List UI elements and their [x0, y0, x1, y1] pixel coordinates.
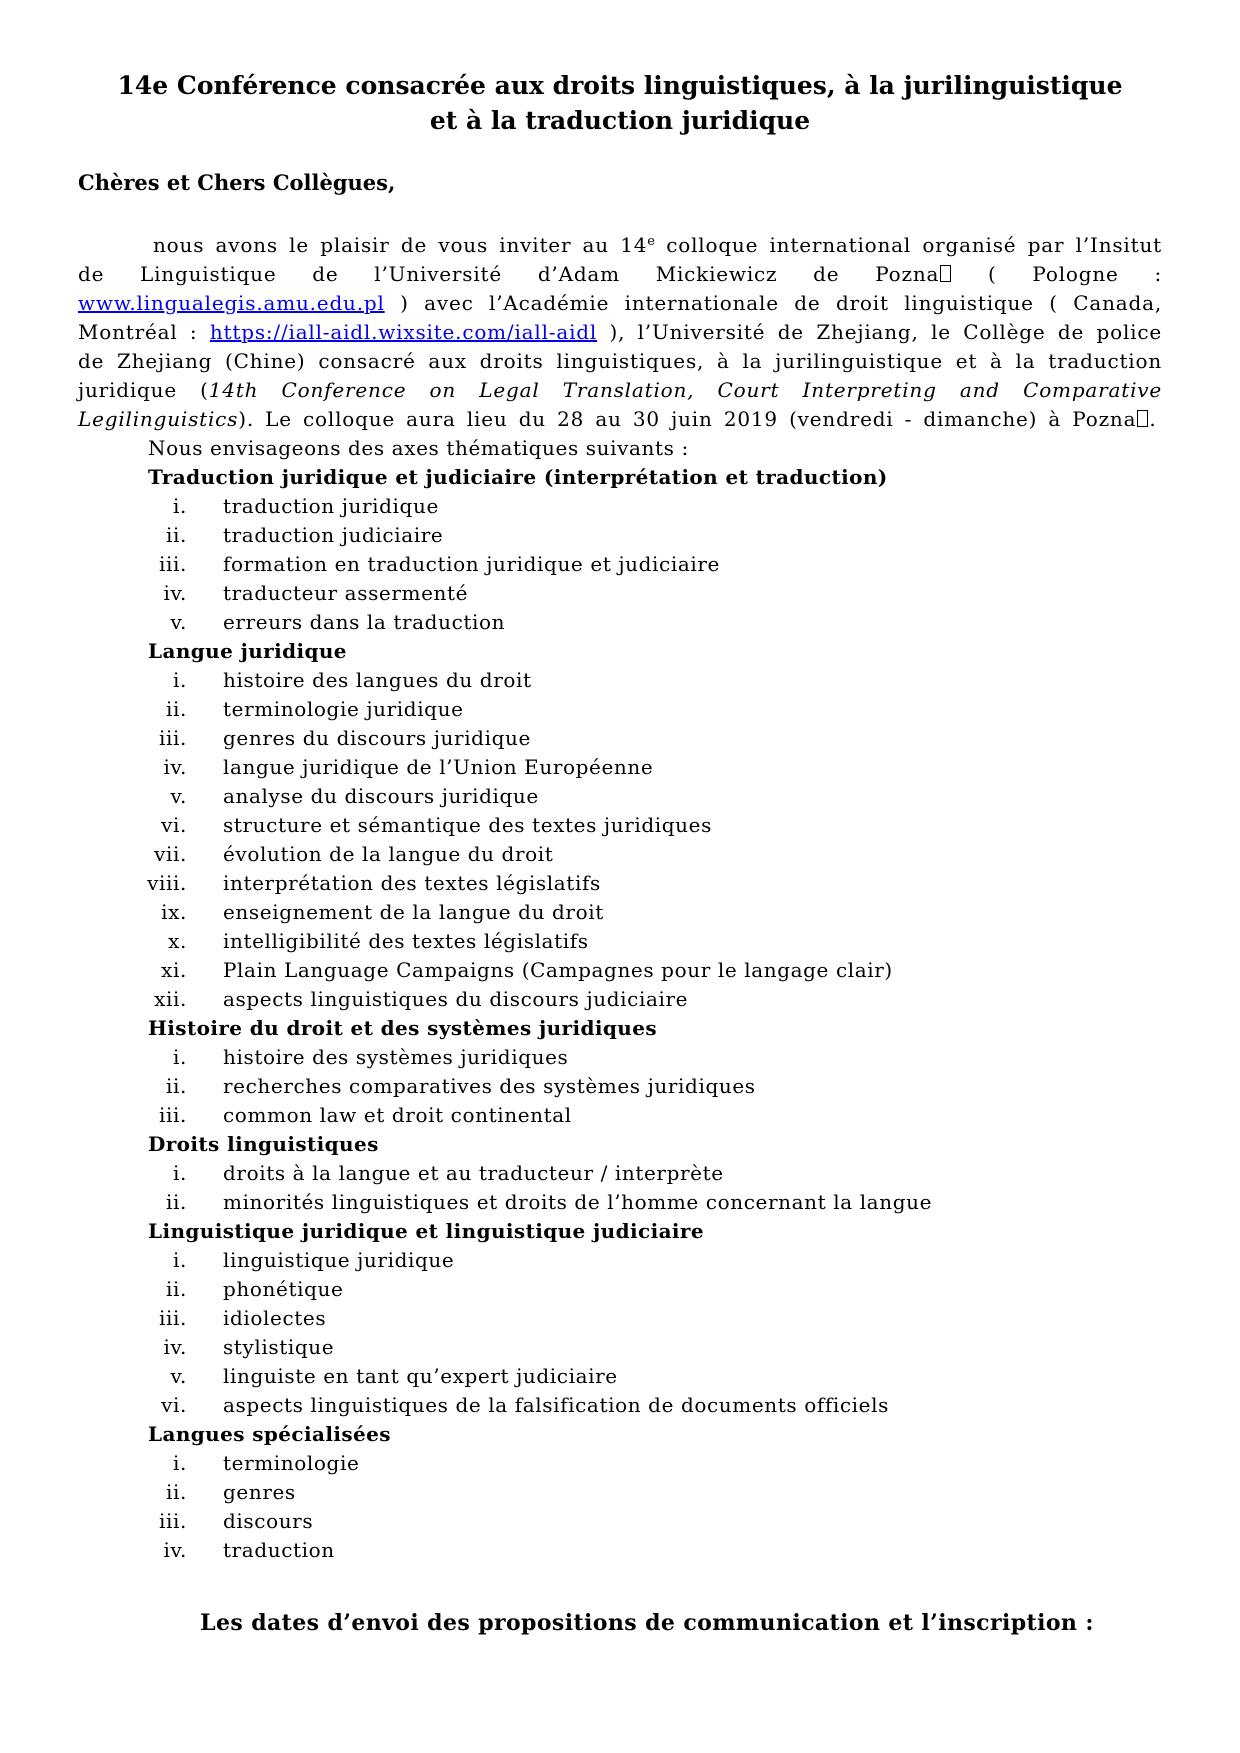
theme-item [78, 1246, 1162, 1275]
theme-item [78, 1536, 1162, 1565]
item-numeral: iii. [159, 1509, 187, 1533]
paragraph-text: ). Le colloque aura lieu du 28 au 30 juin 2019 (vendredi - dimanche) à Pozna [238, 407, 1137, 431]
superscript-text: e [647, 234, 655, 249]
paragraph-text: nous avons le plaisir de vous inviter au 14 [153, 233, 648, 257]
item-numeral: viii. [147, 871, 187, 895]
item-numeral: ii. [166, 1074, 187, 1098]
salutation: Chères et Chers Collègues, [78, 170, 396, 195]
theme-item [78, 927, 1162, 956]
item-numeral: ii. [166, 523, 187, 547]
item-text: traducteur assermenté [223, 581, 469, 605]
item-numeral: v. [170, 1364, 187, 1388]
theme-item [78, 1449, 1162, 1478]
theme-item [78, 1333, 1162, 1362]
item-text: aspects linguistiques du discours judiciaire [223, 987, 689, 1011]
theme-item [78, 492, 1162, 521]
item-text: terminologie [223, 1451, 360, 1475]
theme-item [78, 869, 1162, 898]
italic-text: 14th Conference on Legal Translation, Court Interpreting and Comparative Legilinguistics [78, 378, 1162, 431]
dates-heading: Les dates d’envoi des propositions de communication et l’inscription : [200, 1610, 1094, 1636]
item-text: histoire des systèmes juridiques [223, 1045, 569, 1069]
paragraph-text: ), l’Université de Zhejiang, le Collège de police de Zhejiang (Chine) consacré aux droits linguistiques, à la jurilinguistique et à la traduction juridique ( [78, 320, 1162, 402]
item-numeral: v. [170, 610, 187, 634]
themes-sections [78, 463, 1162, 1565]
item-numeral: i. [173, 1045, 187, 1069]
item-numeral: x. [168, 929, 187, 953]
item-text: analyse du discours juridique [223, 784, 539, 808]
item-text: discours [223, 1509, 314, 1533]
item-text: phonétique [223, 1277, 344, 1301]
item-numeral: ii. [166, 1277, 187, 1301]
item-numeral: iii. [159, 1103, 187, 1127]
theme-item [78, 1072, 1162, 1101]
item-numeral: ix. [161, 900, 187, 924]
item-text: aspects linguistiques de la falsification de documents officiels [223, 1393, 889, 1417]
item-text: intelligibilité des textes législatifs [223, 929, 589, 953]
item-numeral: vii. [154, 842, 187, 866]
item-numeral: xii. [154, 987, 187, 1011]
hyperlink[interactable]: www.lingualegis.amu.edu.pl [78, 291, 385, 315]
theme-item [78, 1043, 1162, 1072]
paragraph-text: ) avec l’Académie internationale de droit linguistique ( Canada, Montréal : [78, 291, 1162, 344]
theme-section-heading: Traduction juridique et judiciaire (interprétation et traduction) [148, 465, 888, 489]
item-numeral: i. [173, 1451, 187, 1475]
theme-item [78, 1362, 1162, 1391]
theme-item [78, 811, 1162, 840]
item-numeral: iv. [163, 1538, 187, 1562]
theme-item [78, 753, 1162, 782]
item-text: minorités linguistiques et droits de l’homme concernant la langue [223, 1190, 933, 1214]
theme-item [78, 724, 1162, 753]
item-text: idiolectes [223, 1306, 327, 1330]
theme-section-heading: Droits linguistiques [148, 1132, 379, 1156]
theme-item [78, 521, 1162, 550]
theme-item [78, 1101, 1162, 1130]
item-numeral: iii. [159, 726, 187, 750]
item-text: linguistique juridique [223, 1248, 455, 1272]
theme-item [78, 1304, 1162, 1333]
theme-section-heading: Langues spécialisées [148, 1422, 391, 1446]
paragraph-text: . [1149, 407, 1157, 431]
theme-item [78, 985, 1162, 1014]
item-numeral: iv. [163, 581, 187, 605]
theme-item [78, 782, 1162, 811]
theme-item [78, 1188, 1162, 1217]
item-text: histoire des langues du droit [223, 668, 532, 692]
paragraph-text: colloque international organisé par l’Insitut de Linguistique de l’Université d’Adam Mickiewicz de Pozna [78, 233, 1162, 286]
document-title [78, 0, 1162, 138]
item-text: recherches comparatives des systèmes juridiques [223, 1074, 756, 1098]
theme-item [78, 1391, 1162, 1420]
theme-item [78, 608, 1162, 637]
item-numeral: xi. [161, 958, 187, 982]
item-text: terminologie juridique [223, 697, 464, 721]
missing-glyph-box [1137, 410, 1148, 427]
item-numeral: ii. [166, 697, 187, 721]
item-numeral: vi. [161, 813, 187, 837]
item-numeral: iv. [163, 755, 187, 779]
item-numeral: ii. [166, 1190, 187, 1214]
theme-item [78, 1507, 1162, 1536]
item-text: interprétation des textes législatifs [223, 871, 601, 895]
theme-section-heading: Histoire du droit et des systèmes juridiques [148, 1016, 657, 1040]
theme-item [78, 956, 1162, 985]
item-text: langue juridique de l’Union Européenne [223, 755, 654, 779]
theme-item [78, 579, 1162, 608]
theme-item [78, 1275, 1162, 1304]
theme-item [78, 840, 1162, 869]
paragraph-text: ( Pologne : [952, 262, 1162, 286]
item-numeral: iii. [159, 552, 187, 576]
item-numeral: iii. [159, 1306, 187, 1330]
theme-section-heading: Langue juridique [148, 639, 347, 663]
item-numeral: i. [173, 668, 187, 692]
item-text: formation en traduction juridique et judiciaire [223, 552, 720, 576]
missing-glyph-box [940, 265, 951, 282]
theme-item [78, 695, 1162, 724]
intro-paragraph [78, 231, 1162, 434]
theme-section-heading: Linguistique juridique et linguistique judiciaire [148, 1219, 704, 1243]
item-text: structure et sémantique des textes juridiques [223, 813, 712, 837]
item-text: genres [223, 1480, 296, 1504]
item-numeral: ii. [166, 1480, 187, 1504]
item-text: droits à la langue et au traducteur / interprète [223, 1161, 724, 1185]
theme-item [78, 550, 1162, 579]
item-text: erreurs dans la traduction [223, 610, 506, 634]
theme-item [78, 666, 1162, 695]
item-text: genres du discours juridique [223, 726, 531, 750]
theme-item [78, 898, 1162, 927]
item-text: traduction [223, 1538, 335, 1562]
item-numeral: i. [173, 494, 187, 518]
document-title-line1: 14e Conférence consacrée aux droits linguistiques, à la jurilinguistique [117, 71, 1123, 100]
item-text: évolution de la langue du droit [223, 842, 554, 866]
item-text: stylistique [223, 1335, 335, 1359]
item-text: linguiste en tant qu’expert judiciaire [223, 1364, 618, 1388]
item-text: enseignement de la langue du droit [223, 900, 604, 924]
item-numeral: v. [170, 784, 187, 808]
item-numeral: vi. [161, 1393, 187, 1417]
theme-item [78, 1478, 1162, 1507]
item-numeral: iv. [163, 1335, 187, 1359]
theme-item [78, 1159, 1162, 1188]
item-numeral: i. [173, 1161, 187, 1185]
item-text: Plain Language Campaigns (Campagnes pour le langage clair) [223, 958, 893, 982]
hyperlink[interactable]: https://iall-aidl.wixsite.com/iall-aidl [209, 320, 598, 344]
item-numeral: i. [173, 1248, 187, 1272]
document-title-line2: et à la traduction juridique [429, 106, 811, 135]
item-text: common law et droit continental [223, 1103, 572, 1127]
item-text: traduction juridique [223, 494, 439, 518]
item-text: traduction judiciaire [223, 523, 444, 547]
themes-intro: Nous envisageons des axes thématiques suivants : [148, 436, 689, 460]
